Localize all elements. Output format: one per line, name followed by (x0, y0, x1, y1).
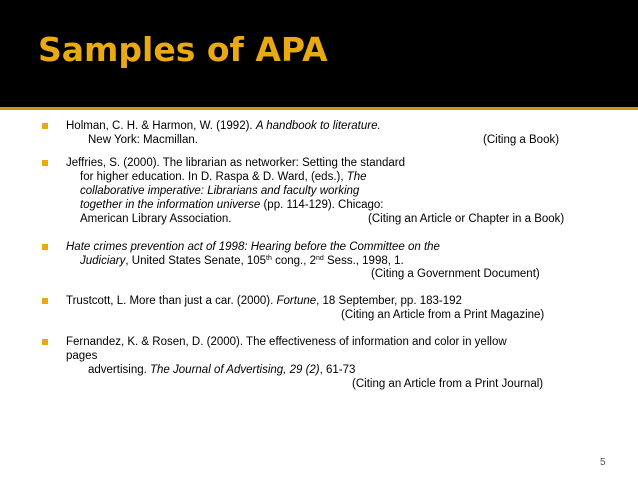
bullet-icon (42, 160, 48, 166)
citation-book-line-1: Holman, C. H. & Harmon, W. (1992). A handbook to literature. (66, 120, 381, 132)
citation-journal-line-1: Fernandez, K. & Rosen, D. (2000). The effectiveness of information and color in yellow (66, 336, 507, 348)
citation-chapter-line-4: together in the information universe (pp. 114-129). Chicago: (80, 199, 384, 211)
bullet-icon (42, 244, 48, 250)
citation-magazine-type-label: (Citing an Article from a Print Magazine) (341, 309, 545, 321)
citation-chapter-line-2: for higher education. In D. Raspa & D. Ward, (eds.), The (80, 171, 367, 183)
citation-government-type-label: (Citing a Government Document) (371, 268, 540, 280)
citation-magazine-line-1: Trustcott, L. More than just a car. (2000). Fortune, 18 September, pp. 183-192 (66, 295, 462, 307)
citation-chapter-line-5: American Library Association. (80, 213, 232, 225)
citation-chapter-line-3: collaborative imperative: Librarians and faculty working (80, 185, 360, 197)
citation-government-line-2: Judiciary, United States Senate, 105th cong., 2nd Sess., 1998, 1. (80, 255, 404, 267)
citation-chapter-line-1: Jeffries, S. (2000). The librarian as networker: Setting the standard (66, 157, 406, 169)
citation-government-line-1: Hate crimes prevention act of 1998: Hearing before the Committee on the (66, 241, 440, 253)
bullet-icon (42, 123, 48, 129)
title-bar (0, 0, 638, 107)
bullet-icon (42, 339, 48, 345)
citation-book-type-label: (Citing a Book) (483, 134, 560, 146)
slide-title: Samples of APA (38, 30, 328, 69)
slide-number: 5 (600, 457, 606, 468)
title-divider (0, 107, 638, 110)
citation-journal-line-3: advertising. The Journal of Advertising, 29 (2), 61-73 (88, 364, 356, 376)
citation-journal-type-label: (Citing an Article from a Print Journal) (352, 378, 544, 390)
citation-book-line-2: New York: Macmillan. (88, 134, 198, 146)
bullet-icon (42, 298, 48, 304)
citation-journal-line-2: pages (66, 350, 98, 362)
citation-chapter-type-label: (Citing an Article or Chapter in a Book) (368, 213, 565, 225)
